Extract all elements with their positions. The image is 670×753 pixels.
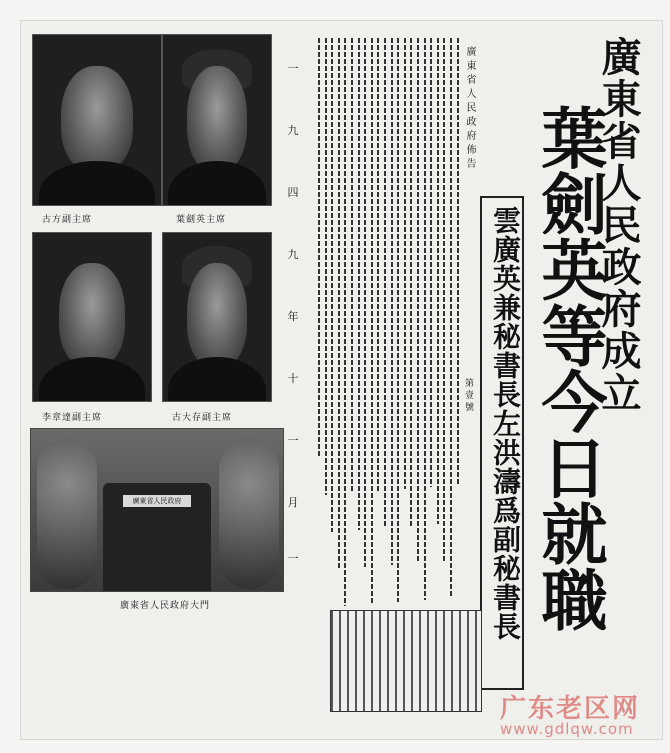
date-char: 月 xyxy=(287,496,299,509)
body-text-column xyxy=(410,38,412,526)
date-char: 九 xyxy=(287,248,299,261)
notice-number: 第壹號 xyxy=(463,378,473,414)
body-text-column xyxy=(338,38,340,569)
headline-line2: 葉劍英等今日就職 xyxy=(530,104,608,632)
date-char: 九 xyxy=(287,124,299,137)
body-text-column xyxy=(377,38,379,491)
watermark-brand: 广东老区网 xyxy=(500,694,641,724)
caption-gate: 廣東省人民政府大門 xyxy=(120,601,211,611)
article-body-text xyxy=(318,38,468,608)
body-text-column xyxy=(371,38,373,604)
date-char: 一 xyxy=(287,62,299,75)
date-char: 四 xyxy=(287,186,299,199)
gate-plaque: 廣東省人民政府 xyxy=(123,495,191,507)
body-text-column xyxy=(430,38,432,487)
body-text-column xyxy=(417,38,419,563)
body-text-column xyxy=(358,38,360,530)
caption-li-zhangda: 李章達副主席 xyxy=(42,413,103,423)
body-text-column xyxy=(443,38,445,561)
government-gate-photo xyxy=(30,428,284,592)
date-char: 年 xyxy=(287,310,299,323)
caption-ye-jianying: 葉劍英主席 xyxy=(176,215,227,225)
body-text-column xyxy=(325,38,327,495)
body-text-column xyxy=(437,38,439,524)
body-text-column xyxy=(404,38,406,489)
subheadline: 雲廣英兼秘書長左洪濤爲副秘書長 xyxy=(489,206,522,641)
portrait-li-zhangda xyxy=(32,232,152,402)
date-column xyxy=(284,38,302,584)
body-text-column xyxy=(331,38,333,532)
body-text-column xyxy=(457,38,459,485)
date-char: 十 xyxy=(287,372,299,385)
caption-gu-fang: 古方副主席 xyxy=(42,215,93,225)
date-char: 一 xyxy=(287,552,299,565)
body-text-column xyxy=(344,38,346,606)
headline-line1: 廣東省人民政府成立 xyxy=(595,36,642,414)
body-text-column xyxy=(397,38,399,602)
body-text-column xyxy=(384,38,386,528)
footer-article xyxy=(330,610,482,712)
portrait-gu-dacun xyxy=(162,232,272,402)
body-text-column xyxy=(424,38,426,600)
notice-header: 廣東省人民政府佈告 xyxy=(464,46,475,172)
portrait-gu-fang xyxy=(32,34,162,206)
caption-gu-dacun: 古大存副主席 xyxy=(172,413,233,423)
body-text-column xyxy=(364,38,366,567)
date-char: 一 xyxy=(287,434,299,447)
body-text-column xyxy=(450,38,452,598)
body-text-column xyxy=(318,38,320,458)
portrait-ye-jianying xyxy=(162,34,272,206)
body-text-column xyxy=(351,38,353,493)
body-text-column xyxy=(391,38,393,565)
watermark-url: www.gdlqw.com xyxy=(500,720,634,738)
